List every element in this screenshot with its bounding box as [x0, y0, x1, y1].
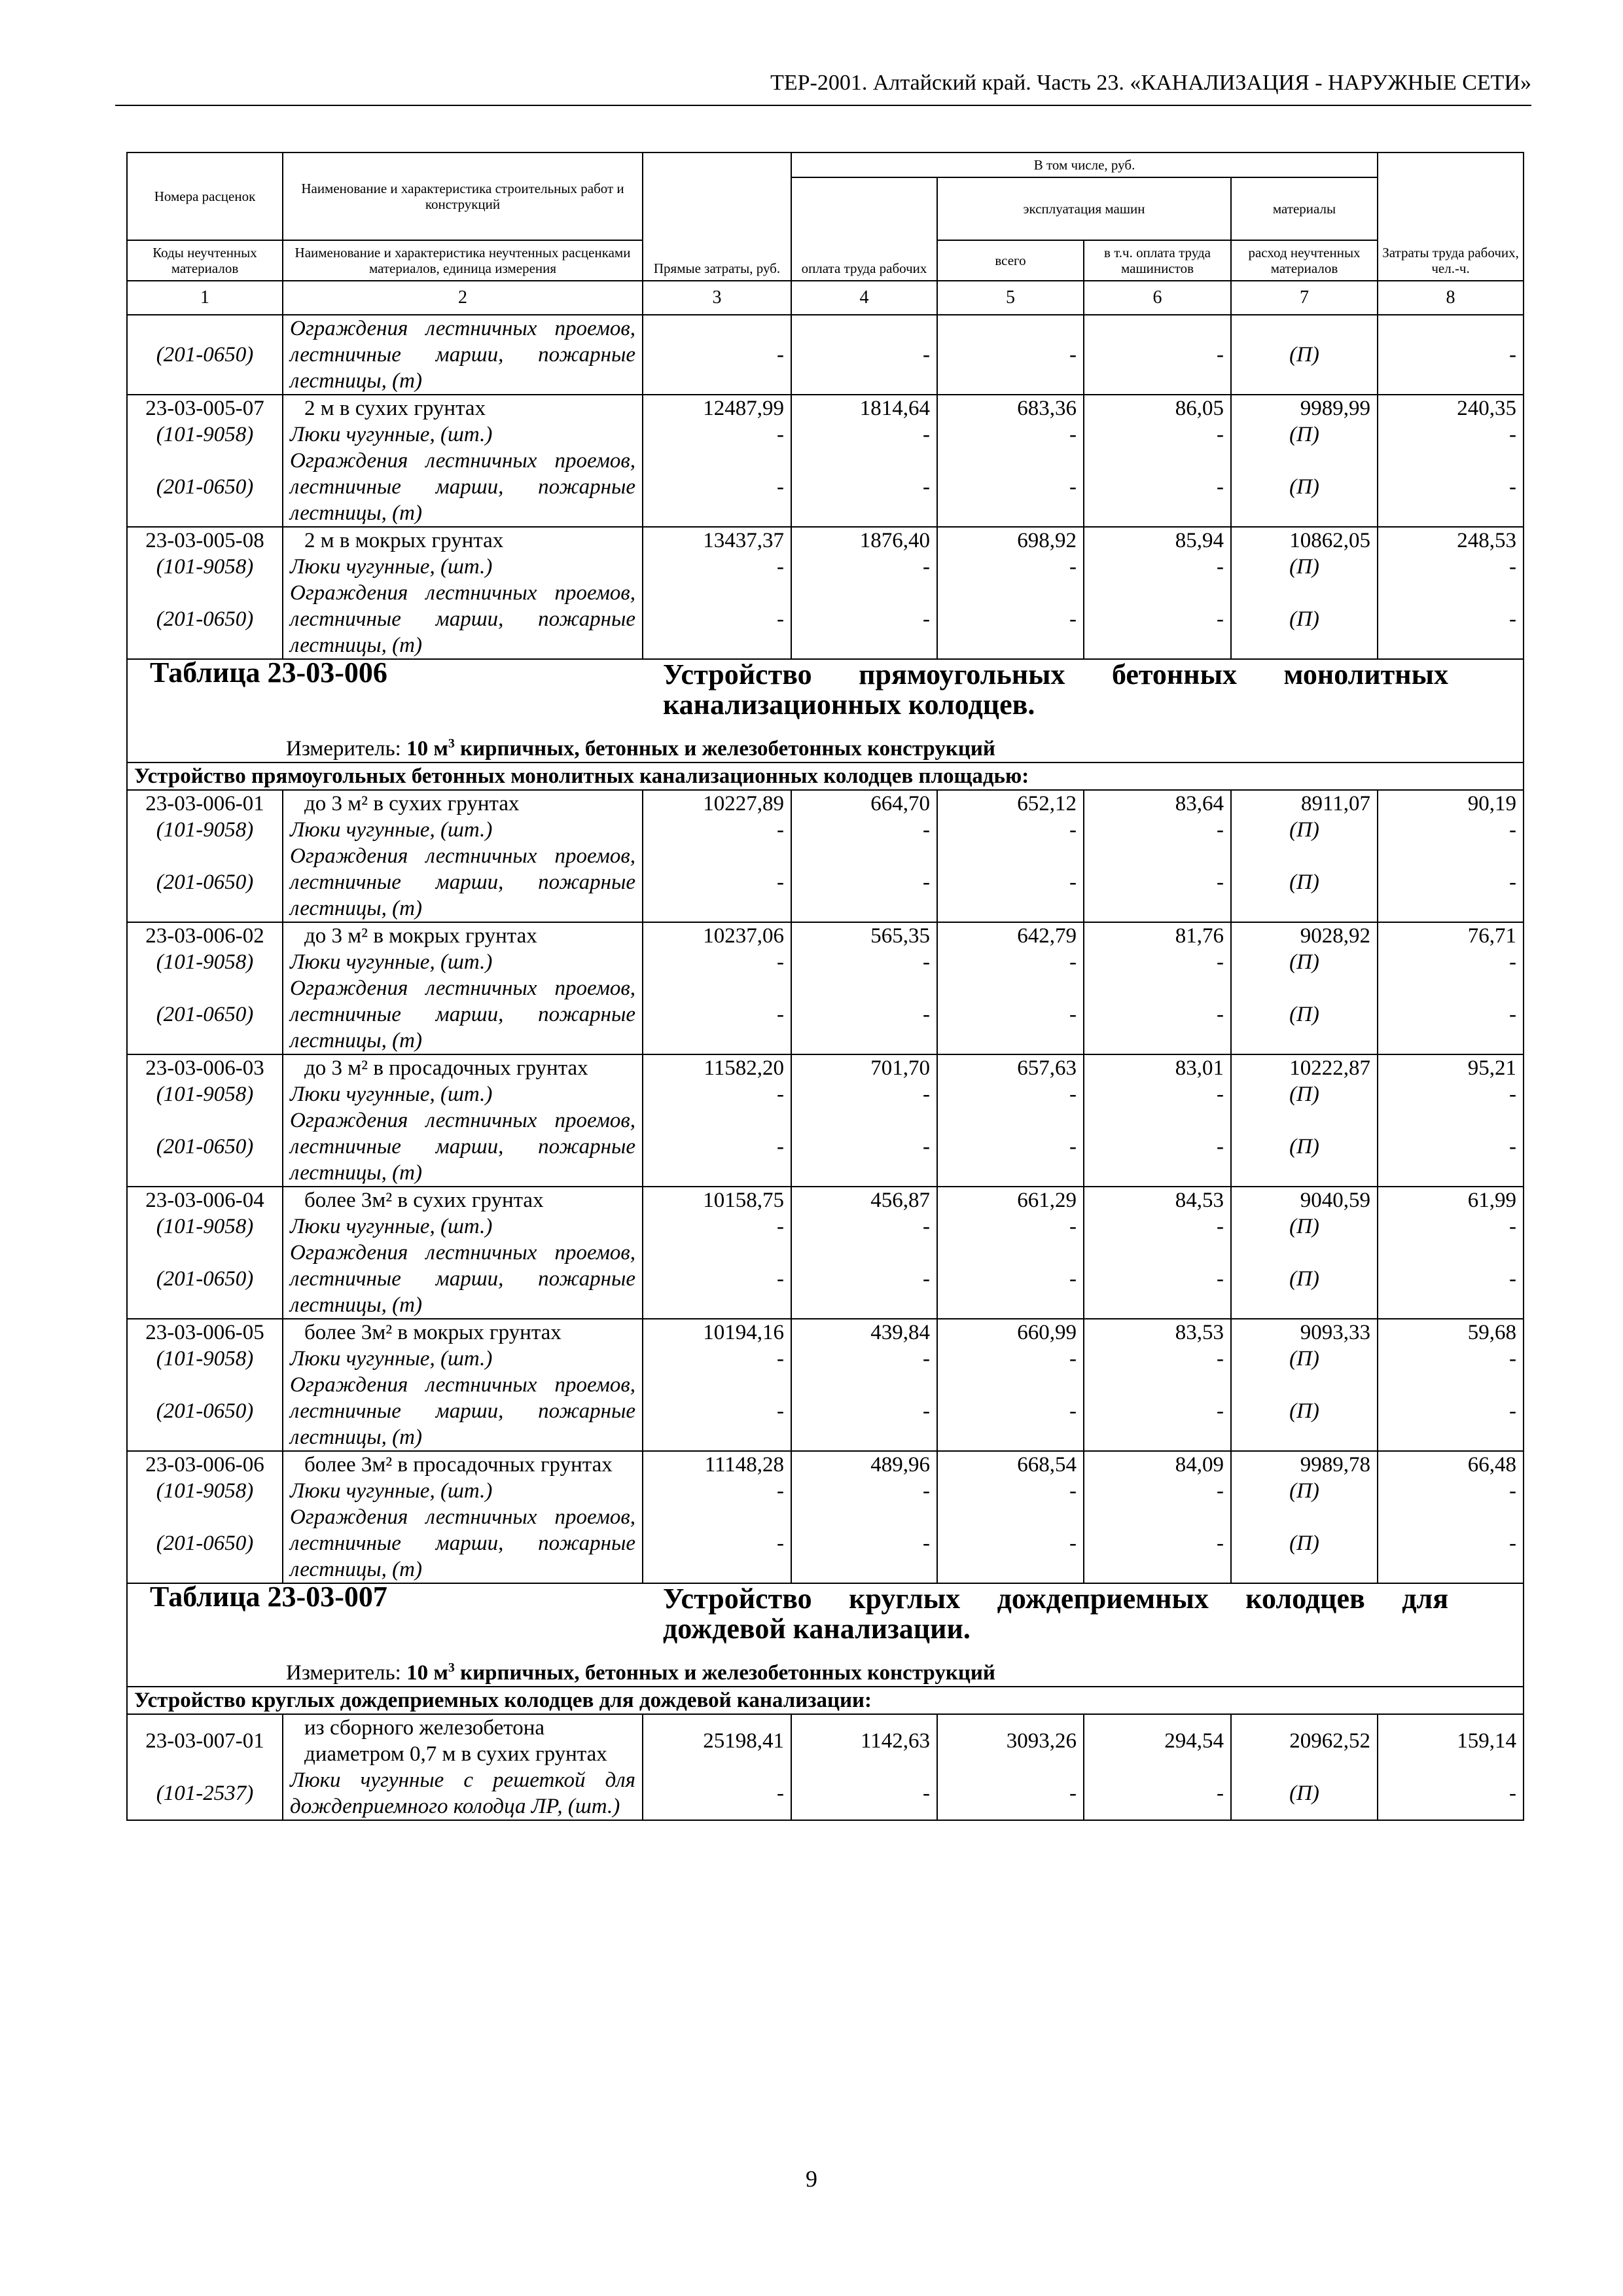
labor-pay: 664,70	[791, 790, 937, 817]
labor-hours: -	[1378, 422, 1524, 448]
material-row	[127, 1478, 1524, 1504]
material-cost: 8911,07	[1231, 790, 1378, 817]
labor-pay: -	[791, 1346, 937, 1372]
labor-pay: -	[791, 1504, 937, 1583]
direct-cost: -	[643, 315, 791, 395]
material-code: (201-0650)	[127, 975, 283, 1054]
material-cost: 10862,05	[1231, 527, 1378, 554]
driver-pay: -	[1084, 1213, 1231, 1240]
material-code: (101-9058)	[127, 817, 283, 843]
direct-cost: -	[643, 448, 791, 527]
material-row	[127, 1107, 1524, 1187]
driver-pay: -	[1084, 1478, 1231, 1504]
material-code: (101-9058)	[127, 1081, 283, 1107]
labor-hours: 66,48	[1378, 1451, 1524, 1478]
labor-pay: -	[791, 1240, 937, 1319]
labor-pay: -	[791, 422, 937, 448]
material-name: Люки чугунные, (шт.)	[283, 1081, 643, 1107]
col-number: 1	[127, 281, 283, 315]
table-subtitle: Устройство прямоугольных бетонных монолитных канализационных колодцев площадью:	[127, 762, 1524, 790]
head-direct: Прямые затраты, руб.	[643, 152, 791, 281]
machine-cost: -	[937, 1478, 1084, 1504]
material-code: (201-0650)	[127, 448, 283, 527]
direct-cost: -	[643, 843, 791, 922]
material-cost: 20962,52	[1231, 1714, 1378, 1767]
machine-cost: -	[937, 843, 1084, 922]
driver-pay: 83,53	[1084, 1319, 1231, 1346]
rate-row	[127, 922, 1524, 949]
col-number: 2	[283, 281, 643, 315]
material-code: (201-0650)	[127, 315, 283, 395]
material-name: Ограждения лестничных проемов, лестничные марши, пожарные лестницы, (т)	[283, 580, 643, 659]
labor-pay: 1814,64	[791, 395, 937, 422]
driver-pay: -	[1084, 949, 1231, 975]
material-code: (201-0650)	[127, 580, 283, 659]
labor-pay: -	[791, 1213, 937, 1240]
estimate-table	[126, 152, 1524, 1821]
machine-cost: -	[937, 1372, 1084, 1451]
material-cost: (П)	[1231, 817, 1378, 843]
labor-hours: 159,14	[1378, 1714, 1524, 1767]
material-cost: (П)	[1231, 975, 1378, 1054]
machine-cost: 642,79	[937, 922, 1084, 949]
material-cost: (П)	[1231, 1107, 1378, 1187]
material-cost: (П)	[1231, 580, 1378, 659]
labor-pay: 489,96	[791, 1451, 937, 1478]
table-title-row	[127, 1583, 1524, 1687]
labor-pay: 456,87	[791, 1187, 937, 1213]
table-title-row	[127, 659, 1524, 762]
machine-cost: -	[937, 817, 1084, 843]
direct-cost: 10158,75	[643, 1187, 791, 1213]
measure-label: Измеритель:	[286, 1661, 401, 1685]
machine-cost: -	[937, 554, 1084, 580]
material-code: (201-0650)	[127, 1372, 283, 1451]
work-name: 2 м в мокрых грунтах	[283, 527, 643, 554]
labor-hours: -	[1378, 1372, 1524, 1451]
head-mat-usage: расход неучтенных материалов	[1231, 240, 1378, 281]
labor-hours: -	[1378, 843, 1524, 922]
machine-cost: 3093,26	[937, 1714, 1084, 1767]
material-row	[127, 1240, 1524, 1319]
rate-row	[127, 1451, 1524, 1478]
work-name: до 3 м² в просадочных грунтах	[283, 1054, 643, 1081]
material-code: (101-9058)	[127, 949, 283, 975]
material-cost: 10222,87	[1231, 1054, 1378, 1081]
labor-pay: 1876,40	[791, 527, 937, 554]
measure-label: Измеритель:	[286, 737, 401, 761]
subtitle-row	[127, 1687, 1524, 1714]
direct-cost: -	[643, 1504, 791, 1583]
material-code: (101-9058)	[127, 1478, 283, 1504]
rate-code: 23-03-006-05	[127, 1319, 283, 1346]
labor-hours: 59,68	[1378, 1319, 1524, 1346]
machine-cost: -	[937, 315, 1084, 395]
work-name: 2 м в сухих грунтах	[283, 395, 643, 422]
material-code: (201-0650)	[127, 1240, 283, 1319]
rate-row	[127, 790, 1524, 817]
labor-hours: -	[1378, 580, 1524, 659]
machine-cost: 661,29	[937, 1187, 1084, 1213]
material-row	[127, 1504, 1524, 1583]
material-row	[127, 1372, 1524, 1451]
col-number: 5	[937, 281, 1084, 315]
direct-cost: -	[643, 949, 791, 975]
material-code: (101-9058)	[127, 554, 283, 580]
measure-sup: 3	[448, 1660, 455, 1675]
labor-hours: -	[1378, 949, 1524, 975]
material-name: Люки чугунные с решеткой для дождеприемного колодца ЛР, (шт.)	[283, 1767, 643, 1820]
labor-pay: -	[791, 554, 937, 580]
labor-hours: 90,19	[1378, 790, 1524, 817]
material-name: Ограждения лестничных проемов, лестничные марши, пожарные лестницы, (т)	[283, 975, 643, 1054]
labor-pay: -	[791, 448, 937, 527]
rate-row	[127, 1714, 1524, 1767]
work-name: из сборного железобетона диаметром 0,7 м в сухих грунтах	[283, 1714, 643, 1767]
machine-cost: -	[937, 1767, 1084, 1820]
direct-cost: 12487,99	[643, 395, 791, 422]
labor-hours: -	[1378, 1107, 1524, 1187]
material-cost: (П)	[1231, 949, 1378, 975]
rate-code: 23-03-007-01	[127, 1714, 283, 1767]
machine-cost: -	[937, 1081, 1084, 1107]
driver-pay: -	[1084, 843, 1231, 922]
measure-rest: кирпичных, бетонных и железобетонных конструкций	[454, 1661, 995, 1685]
table-label: Таблица 23-03-007	[150, 1581, 387, 1613]
labor-pay: -	[791, 949, 937, 975]
material-row	[127, 843, 1524, 922]
machine-cost: 657,63	[937, 1054, 1084, 1081]
material-cost: (П)	[1231, 1213, 1378, 1240]
driver-pay: -	[1084, 554, 1231, 580]
labor-hours: -	[1378, 1767, 1524, 1820]
direct-cost: -	[643, 975, 791, 1054]
material-cost: 9028,92	[1231, 922, 1378, 949]
table-title: Устройство прямоугольных бетонных монолитных канализационных колодцев.	[663, 658, 1448, 721]
labor-pay: -	[791, 975, 937, 1054]
labor-pay: 701,70	[791, 1054, 937, 1081]
head-materials: материалы	[1231, 177, 1378, 240]
material-row	[127, 1767, 1524, 1820]
direct-cost: 10237,06	[643, 922, 791, 949]
material-row	[127, 580, 1524, 659]
labor-pay: 439,84	[791, 1319, 937, 1346]
labor-hours: 95,21	[1378, 1054, 1524, 1081]
labor-hours: -	[1378, 315, 1524, 395]
table-label: Таблица 23-03-006	[150, 656, 387, 689]
head-machines: эксплуатация машин	[937, 177, 1231, 240]
labor-pay: -	[791, 580, 937, 659]
rate-row	[127, 527, 1524, 554]
labor-pay: -	[791, 1478, 937, 1504]
machine-cost: 683,36	[937, 395, 1084, 422]
labor-hours: -	[1378, 1213, 1524, 1240]
material-row	[127, 315, 1524, 395]
subtitle-row	[127, 762, 1524, 790]
labor-hours: 61,99	[1378, 1187, 1524, 1213]
head-rate-numbers: Номера расценок	[127, 152, 283, 240]
head-labor: Затраты труда рабочих, чел.-ч.	[1378, 152, 1524, 281]
labor-hours: -	[1378, 554, 1524, 580]
material-name: Ограждения лестничных проемов, лестничные марши, пожарные лестницы, (т)	[283, 448, 643, 527]
rate-row	[127, 395, 1524, 422]
direct-cost: -	[643, 1478, 791, 1504]
machine-cost: -	[937, 422, 1084, 448]
head-mat-name: Наименование и характеристика неучтенных расценками материалов, единица измерения	[283, 240, 643, 281]
rate-row	[127, 1187, 1524, 1213]
direct-cost: -	[643, 580, 791, 659]
direct-cost: -	[643, 1213, 791, 1240]
measure-value: 10 м	[406, 1661, 448, 1685]
material-name: Ограждения лестничных проемов, лестничные марши, пожарные лестницы, (т)	[283, 1107, 643, 1187]
rate-code: 23-03-006-06	[127, 1451, 283, 1478]
machine-cost: -	[937, 975, 1084, 1054]
material-name: Люки чугунные, (шт.)	[283, 949, 643, 975]
head-incl-drivers: в т.ч. оплата труда машинистов	[1084, 240, 1231, 281]
page-number: 9	[806, 2166, 817, 2192]
material-cost: (П)	[1231, 554, 1378, 580]
head-mat-codes: Коды неучтенных материалов	[127, 240, 283, 281]
direct-cost: 10227,89	[643, 790, 791, 817]
direct-cost: -	[643, 1372, 791, 1451]
labor-hours: -	[1378, 448, 1524, 527]
material-name: Ограждения лестничных проемов, лестничные марши, пожарные лестницы, (т)	[283, 1504, 643, 1583]
direct-cost: -	[643, 554, 791, 580]
direct-cost: -	[643, 422, 791, 448]
direct-cost: 13437,37	[643, 527, 791, 554]
labor-hours: -	[1378, 1240, 1524, 1319]
material-row	[127, 1346, 1524, 1372]
work-name: более 3м² в просадочных грунтах	[283, 1451, 643, 1478]
material-cost: 9989,99	[1231, 395, 1378, 422]
machine-cost: 652,12	[937, 790, 1084, 817]
page-header: ТЕР-2001. Алтайский край. Часть 23. «КАНАЛИЗАЦИЯ - НАРУЖНЫЕ СЕТИ»	[115, 71, 1531, 106]
work-name: до 3 м² в мокрых грунтах	[283, 922, 643, 949]
head-total: всего	[937, 240, 1084, 281]
machine-cost: -	[937, 1504, 1084, 1583]
direct-cost: -	[643, 1107, 791, 1187]
direct-cost: -	[643, 1767, 791, 1820]
labor-hours: 240,35	[1378, 395, 1524, 422]
measure-rest: кирпичных, бетонных и железобетонных конструкций	[454, 737, 995, 761]
material-code: (201-0650)	[127, 843, 283, 922]
labor-hours: -	[1378, 817, 1524, 843]
driver-pay: -	[1084, 315, 1231, 395]
rate-code: 23-03-006-01	[127, 790, 283, 817]
material-name: Ограждения лестничных проемов, лестничные марши, пожарные лестницы, (т)	[283, 1372, 643, 1451]
driver-pay: -	[1084, 580, 1231, 659]
machine-cost: -	[937, 580, 1084, 659]
labor-pay: 1142,63	[791, 1714, 937, 1767]
material-row	[127, 949, 1524, 975]
direct-cost: 25198,41	[643, 1714, 791, 1767]
material-name: Люки чугунные, (шт.)	[283, 1478, 643, 1504]
driver-pay: 83,64	[1084, 790, 1231, 817]
material-code: (101-9058)	[127, 422, 283, 448]
material-cost: (П)	[1231, 422, 1378, 448]
labor-hours: -	[1378, 1504, 1524, 1583]
driver-pay: -	[1084, 817, 1231, 843]
machine-cost: -	[937, 1346, 1084, 1372]
driver-pay: 84,53	[1084, 1187, 1231, 1213]
labor-hours: 76,71	[1378, 922, 1524, 949]
measure-line	[134, 1655, 1516, 1686]
material-name: Люки чугунные, (шт.)	[283, 554, 643, 580]
material-cost: (П)	[1231, 1081, 1378, 1107]
col-number: 4	[791, 281, 937, 315]
driver-pay: 84,09	[1084, 1451, 1231, 1478]
driver-pay: -	[1084, 1372, 1231, 1451]
driver-pay: 294,54	[1084, 1714, 1231, 1767]
col-number: 8	[1378, 281, 1524, 315]
labor-pay: -	[791, 315, 937, 395]
head-incl: В том числе, руб.	[791, 152, 1378, 177]
direct-cost: -	[643, 1346, 791, 1372]
direct-cost: 10194,16	[643, 1319, 791, 1346]
col-number: 3	[643, 281, 791, 315]
work-name: до 3 м² в сухих грунтах	[283, 790, 643, 817]
col-number: 6	[1084, 281, 1231, 315]
material-code: (101-2537)	[127, 1767, 283, 1820]
material-cost: 9040,59	[1231, 1187, 1378, 1213]
driver-pay: 81,76	[1084, 922, 1231, 949]
direct-cost: -	[643, 817, 791, 843]
rate-code: 23-03-006-04	[127, 1187, 283, 1213]
head-labor-pay: оплата труда рабочих	[791, 177, 937, 281]
material-cost: (П)	[1231, 315, 1378, 395]
material-name: Люки чугунные, (шт.)	[283, 817, 643, 843]
material-row	[127, 554, 1524, 580]
labor-pay: -	[791, 1107, 937, 1187]
machine-cost: 698,92	[937, 527, 1084, 554]
direct-cost: 11148,28	[643, 1451, 791, 1478]
material-cost: 9093,33	[1231, 1319, 1378, 1346]
material-row	[127, 1213, 1524, 1240]
driver-pay: -	[1084, 1767, 1231, 1820]
rate-code: 23-03-005-08	[127, 527, 283, 554]
measure-line	[134, 730, 1516, 762]
table-title: Устройство круглых дождеприемных колодцев для дождевой канализации.	[663, 1583, 1448, 1645]
direct-cost: -	[643, 1081, 791, 1107]
labor-hours: -	[1378, 1346, 1524, 1372]
labor-pay: -	[791, 817, 937, 843]
material-code: (201-0650)	[127, 1504, 283, 1583]
driver-pay: -	[1084, 1504, 1231, 1583]
rate-code: 23-03-006-03	[127, 1054, 283, 1081]
direct-cost: 11582,20	[643, 1054, 791, 1081]
material-code: (201-0650)	[127, 1107, 283, 1187]
driver-pay: -	[1084, 1240, 1231, 1319]
material-row	[127, 817, 1524, 843]
material-row	[127, 422, 1524, 448]
material-code: (101-9058)	[127, 1213, 283, 1240]
material-name: Ограждения лестничных проемов, лестничные марши, пожарные лестницы, (т)	[283, 1240, 643, 1319]
measure-sup: 3	[448, 736, 455, 751]
labor-hours: -	[1378, 975, 1524, 1054]
labor-hours: -	[1378, 1478, 1524, 1504]
material-cost: (П)	[1231, 1372, 1378, 1451]
machine-cost: -	[937, 1213, 1084, 1240]
machine-cost: -	[937, 1240, 1084, 1319]
driver-pay: 83,01	[1084, 1054, 1231, 1081]
material-cost: (П)	[1231, 843, 1378, 922]
driver-pay: -	[1084, 448, 1231, 527]
material-cost: (П)	[1231, 1504, 1378, 1583]
measure-value: 10 м	[406, 737, 448, 761]
labor-hours: -	[1378, 1081, 1524, 1107]
material-row	[127, 448, 1524, 527]
driver-pay: -	[1084, 422, 1231, 448]
material-name: Люки чугунные, (шт.)	[283, 1346, 643, 1372]
direct-cost: -	[643, 1240, 791, 1319]
rate-row	[127, 1319, 1524, 1346]
labor-pay: -	[791, 1081, 937, 1107]
labor-pay: 565,35	[791, 922, 937, 949]
labor-pay: -	[791, 1372, 937, 1451]
driver-pay: -	[1084, 1107, 1231, 1187]
work-name: более 3м² в сухих грунтах	[283, 1187, 643, 1213]
rate-row	[127, 1054, 1524, 1081]
labor-pay: -	[791, 1767, 937, 1820]
machine-cost: -	[937, 448, 1084, 527]
material-name: Ограждения лестничных проемов, лестничные марши, пожарные лестницы, (т)	[283, 315, 643, 395]
machine-cost: 660,99	[937, 1319, 1084, 1346]
material-cost: (П)	[1231, 1478, 1378, 1504]
labor-pay: -	[791, 843, 937, 922]
driver-pay: -	[1084, 1081, 1231, 1107]
material-row	[127, 1081, 1524, 1107]
driver-pay: -	[1084, 975, 1231, 1054]
machine-cost: 668,54	[937, 1451, 1084, 1478]
driver-pay: 85,94	[1084, 527, 1231, 554]
material-name: Люки чугунные, (шт.)	[283, 1213, 643, 1240]
material-cost: 9989,78	[1231, 1451, 1378, 1478]
driver-pay: -	[1084, 1346, 1231, 1372]
material-cost: (П)	[1231, 1240, 1378, 1319]
material-name: Ограждения лестничных проемов, лестничные марши, пожарные лестницы, (т)	[283, 843, 643, 922]
work-name: более 3м² в мокрых грунтах	[283, 1319, 643, 1346]
rate-code: 23-03-005-07	[127, 395, 283, 422]
labor-hours: 248,53	[1378, 527, 1524, 554]
material-row	[127, 975, 1524, 1054]
material-name: Люки чугунные, (шт.)	[283, 422, 643, 448]
material-cost: (П)	[1231, 1767, 1378, 1820]
material-code: (101-9058)	[127, 1346, 283, 1372]
material-cost: (П)	[1231, 1346, 1378, 1372]
table-subtitle: Устройство круглых дождеприемных колодцев для дождевой канализации:	[127, 1687, 1524, 1714]
driver-pay: 86,05	[1084, 395, 1231, 422]
machine-cost: -	[937, 949, 1084, 975]
head-work-name: Наименование и характеристика строительных работ и конструкций	[283, 152, 643, 240]
material-cost: (П)	[1231, 448, 1378, 527]
machine-cost: -	[937, 1107, 1084, 1187]
rate-code: 23-03-006-02	[127, 922, 283, 949]
col-number: 7	[1231, 281, 1378, 315]
